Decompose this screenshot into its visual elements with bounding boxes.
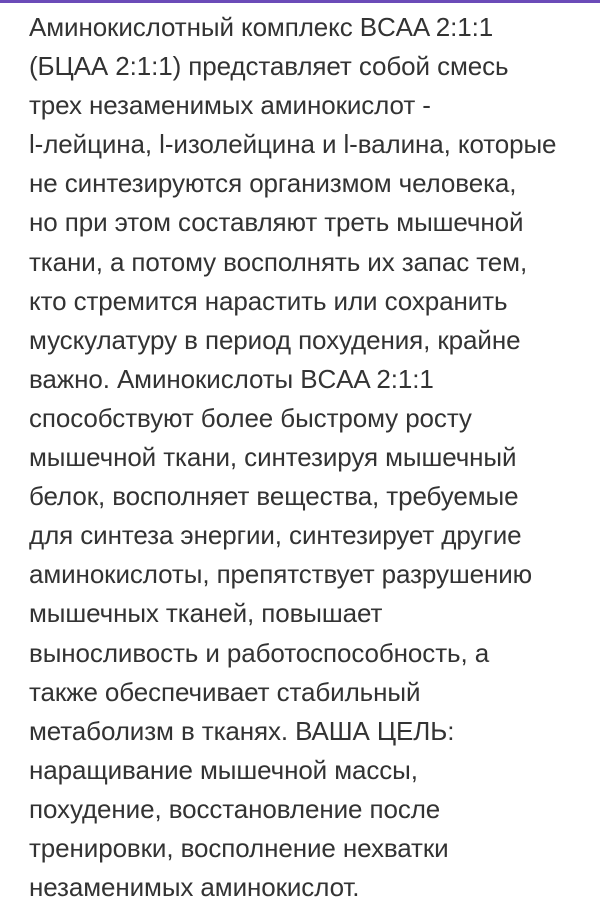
description-line: выносливость и работоспособность, а: [29, 637, 490, 668]
description-line: важно. Аминокислоты BCAA 2:1:1: [29, 363, 434, 394]
description-line: незаменимых аминокислот.: [29, 872, 360, 903]
description-line: для синтеза энергии, синтезирует другие: [29, 520, 522, 551]
description-line: метаболизм в тканях. ВАША ЦЕЛЬ:: [29, 715, 455, 746]
description-line: способствуют более быстрому росту: [29, 402, 472, 433]
description-line: аминокислоты, препятствует разрушению: [29, 559, 533, 590]
description-line: мышечных тканей, повышает: [29, 598, 383, 629]
description-line: мышечной ткани, синтезируя мышечный: [29, 442, 517, 473]
description-line: l-лейцина, l-изолейцина и l-валина, которые: [29, 129, 557, 160]
description-line: наращивание мышечной массы,: [29, 754, 418, 785]
description-line: (БЦАА 2:1:1) представляет собой смесь: [29, 51, 509, 82]
description-line: но при этом составляют треть мышечной: [29, 207, 524, 238]
description-line: мускулатуру в период похудения, крайне: [29, 324, 521, 355]
description-line: трех незаменимых аминокислот -: [29, 90, 431, 121]
description-line: Аминокислотный комплекс BCAA 2:1:1: [29, 12, 494, 42]
description-line: не синтезируются организмом человека,: [29, 168, 517, 199]
description-line: ткани, а потому восполнять их запас тем,: [29, 246, 528, 277]
description-line: также обеспечивает стабильный: [29, 676, 421, 707]
accent-bar: [0, 0, 600, 3]
product-description: [29, 8, 594, 907]
description-line: тренировки, восполнение нехватки: [29, 832, 449, 863]
description-line: кто стремится нарастить или сохранить: [29, 285, 508, 316]
description-line: похудение, восстановление после: [29, 793, 441, 824]
description-line: белок, восполняет вещества, требуемые: [29, 481, 519, 512]
